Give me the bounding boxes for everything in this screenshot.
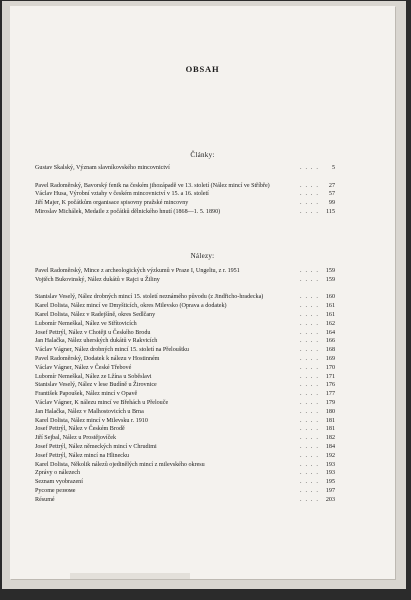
toc-entry-title: František Papoušek, Nález mincí v Opavě xyxy=(35,391,138,398)
toc-entry-title: Václav Vágner, Nález drobných mincí 15. století na Přelouštku xyxy=(35,347,189,354)
toc-entry xyxy=(35,443,335,452)
toc-entry-title: Václav Vágner, Nález v České Třebové xyxy=(35,364,132,371)
toc-entry xyxy=(35,285,335,303)
toc-entry xyxy=(35,364,335,373)
dot-leader xyxy=(300,320,319,329)
finds-list xyxy=(35,267,335,505)
toc-entry xyxy=(35,173,335,191)
toc-entry-title: Josef Pettrýl, Nález mincí na Hlinecku xyxy=(35,452,130,459)
toc-entry-title: Stanislav Veselý, Nález v lese Budíně u Žirovnice xyxy=(35,382,157,389)
dot-leader xyxy=(300,208,319,217)
toc-entry-title: Václav Husa, Výrobní vztahy v českém mincovnictví v 15. a 16. století xyxy=(35,191,209,198)
toc-entry-page: 166 xyxy=(325,338,335,345)
toc-entry-page: 171 xyxy=(325,373,335,380)
dot-leader xyxy=(300,452,319,461)
toc-entry-page: 161 xyxy=(325,311,335,318)
toc-entry-page: 162 xyxy=(325,320,335,327)
toc-entry-page: 164 xyxy=(325,329,335,336)
dot-leader xyxy=(300,487,319,496)
toc-entry-title: Pavel Radoměrský, Mince z archeologických výzkumů v Praze I, Ungeltu, z r. 1951 xyxy=(35,268,240,274)
toc-entry-page: 181 xyxy=(325,417,335,424)
toc-entry-page: 181 xyxy=(325,426,335,433)
toc-entry-title: Miroslav Michálek, Medaile z počátků dělnického hnutí (1868—1. 5. 1890) xyxy=(35,208,221,215)
toc-entry-page: 159 xyxy=(325,268,335,274)
toc-entry-page: 99 xyxy=(328,200,335,207)
toc-entry-page: 193 xyxy=(325,461,335,468)
toc-entry-page: 169 xyxy=(325,355,335,362)
toc-entry-page: 160 xyxy=(325,294,335,301)
toc-entry-page: 180 xyxy=(325,408,335,415)
dot-leader xyxy=(300,199,319,208)
toc-entry xyxy=(35,434,335,443)
toc-entry xyxy=(35,337,335,346)
page-edge xyxy=(70,573,190,579)
toc-entry xyxy=(35,452,335,461)
toc-entry-title: Seznam vyobrazení xyxy=(35,479,83,486)
dot-leader xyxy=(300,425,319,434)
toc-entry xyxy=(35,311,335,320)
contents-page xyxy=(10,6,395,579)
toc-entry-title: Jiří Majer, K počátkům organisace spisovny pražské mincovny xyxy=(35,200,189,207)
dot-leader xyxy=(300,399,319,408)
section-heading-articles: Články: xyxy=(190,151,215,159)
toc-entry-title: Karel Dolista, Několik nálezů ojedinělých mincí z milevského okresu xyxy=(35,461,205,468)
toc-entry xyxy=(35,461,335,470)
toc-entry-title: Lubomír Nemeškal, Nález ve Střítovicích xyxy=(35,320,137,327)
toc-entry-title: Josef Pettrýl, Nález v Českém Brodě xyxy=(35,426,125,433)
dot-leader xyxy=(300,182,319,191)
toc-entry-page: 197 xyxy=(325,487,335,494)
dot-leader xyxy=(300,381,319,390)
toc-entry-page: 179 xyxy=(325,399,335,406)
toc-entry xyxy=(35,190,335,199)
toc-entry-page: 184 xyxy=(325,443,335,450)
toc-entry-page: 203 xyxy=(325,496,335,503)
toc-entry xyxy=(35,302,335,311)
toc-entry-page: 195 xyxy=(325,479,335,486)
toc-entry xyxy=(35,373,335,382)
toc-entry xyxy=(35,487,335,496)
dot-leader xyxy=(300,469,319,478)
toc-entry xyxy=(35,478,335,487)
toc-entry xyxy=(35,164,335,173)
toc-entry-title: Karel Dolista, Nález mincí ve Dmyšticích, okres Milevsko (Oprava a dodatek) xyxy=(35,303,227,310)
toc-entry xyxy=(35,408,335,417)
toc-entry-title: Jiří Sejbal, Nález u Prostějovíček xyxy=(35,435,117,442)
dot-leader xyxy=(300,276,319,285)
toc-entry-page: 27 xyxy=(328,182,335,189)
toc-entry-title: Pycomе pезюме xyxy=(35,487,76,494)
toc-entry-page: 176 xyxy=(325,382,335,389)
dot-leader xyxy=(300,267,319,276)
toc-entry xyxy=(35,199,335,208)
toc-entry-title: Résumé xyxy=(35,496,55,503)
dot-leader xyxy=(300,164,319,173)
dot-leader xyxy=(300,355,319,364)
toc-entry xyxy=(35,381,335,390)
toc-entry-title: Jan Halačka, Nález uherských dukátů v Rakvicích xyxy=(35,338,158,345)
toc-entry xyxy=(35,417,335,426)
dot-leader xyxy=(300,337,319,346)
toc-entry-page: 177 xyxy=(325,391,335,398)
toc-entry xyxy=(35,276,335,285)
toc-entry xyxy=(35,425,335,434)
toc-entry-title: Zprávy o nálezech xyxy=(35,470,81,477)
toc-entry xyxy=(35,390,335,399)
toc-entry-page: 161 xyxy=(325,303,335,310)
toc-entry-page: 192 xyxy=(325,452,335,459)
toc-entry xyxy=(35,320,335,329)
toc-entry-page: 5 xyxy=(331,165,335,171)
dot-leader xyxy=(300,461,319,470)
toc-entry-title: Pavel Radoměrský, Dodatek k nálezu v Hostinném xyxy=(35,355,160,362)
toc-entry-page: 170 xyxy=(325,364,335,371)
toc-entry-title: Václav Vágner, K nálezu mincí ve Břehách u Přelouče xyxy=(35,399,169,406)
toc-entry xyxy=(35,267,335,276)
dot-leader xyxy=(300,373,319,382)
toc-entry-title: Josef Pettrýl, Nález německých mincí v Chrudimi xyxy=(35,443,157,450)
dot-leader xyxy=(300,293,319,302)
toc-entry-title: Gustav Skalský, Význam slavníkovského mincovnictví xyxy=(35,165,170,171)
dot-leader xyxy=(300,329,319,338)
dot-leader xyxy=(300,346,319,355)
toc-entry-page: 168 xyxy=(325,347,335,354)
toc-entry-title: Jan Halačka, Nález v Malhostovicích u Brna xyxy=(35,408,144,415)
toc-entry xyxy=(35,208,335,217)
dot-leader xyxy=(300,443,319,452)
toc-entry xyxy=(35,346,335,355)
toc-entry-title: Josef Pettrýl, Nález v Chotěji u Českého Brodu xyxy=(35,329,151,336)
toc-entry-title: Stanislav Veselý, Nález drobných mincí 15. století neznámého původu (z Jindřicho-hradecka) xyxy=(35,294,264,301)
toc-entry-title: Pavel Radoměrský, Bavorský fenik na českém jihozápadě ve 13. století (Nález mincí ve Stříbře) xyxy=(35,182,270,189)
toc-entry-page: 182 xyxy=(325,435,335,442)
section-heading-finds: Nálezy: xyxy=(190,252,215,260)
dot-leader xyxy=(300,434,319,443)
toc-entry xyxy=(35,399,335,408)
toc-entry-title: Vojtěch Bukovinský, Nález dukátů v Rajci u Žiliny xyxy=(35,276,160,283)
toc-entry-title: Lubomír Nemeškal, Nález ze Lžína u Soběslavi xyxy=(35,373,152,380)
toc-entry xyxy=(35,496,335,505)
toc-entry xyxy=(35,329,335,338)
articles-list xyxy=(35,164,335,217)
dot-leader xyxy=(300,417,319,426)
toc-entry xyxy=(35,469,335,478)
dot-leader xyxy=(300,496,319,505)
toc-entry-title: Karel Dolista, Nález mincí v Milevsku r. 1910 xyxy=(35,417,148,424)
dot-leader xyxy=(300,190,319,199)
page-title: OBSAH xyxy=(185,64,220,74)
toc-entry-page: 115 xyxy=(326,208,335,215)
toc-entry-page: 57 xyxy=(328,191,335,198)
dot-leader xyxy=(300,311,319,320)
dot-leader xyxy=(300,478,319,487)
toc-entry xyxy=(35,355,335,364)
toc-entry-page: 193 xyxy=(325,470,335,477)
dot-leader xyxy=(300,302,319,311)
dot-leader xyxy=(300,408,319,417)
dot-leader xyxy=(300,364,319,373)
toc-entry-title: Karel Dolista, Nález v Radejšíně, okres Sedlčany xyxy=(35,311,156,318)
toc-entry-page: 159 xyxy=(325,276,335,283)
dot-leader xyxy=(300,390,319,399)
